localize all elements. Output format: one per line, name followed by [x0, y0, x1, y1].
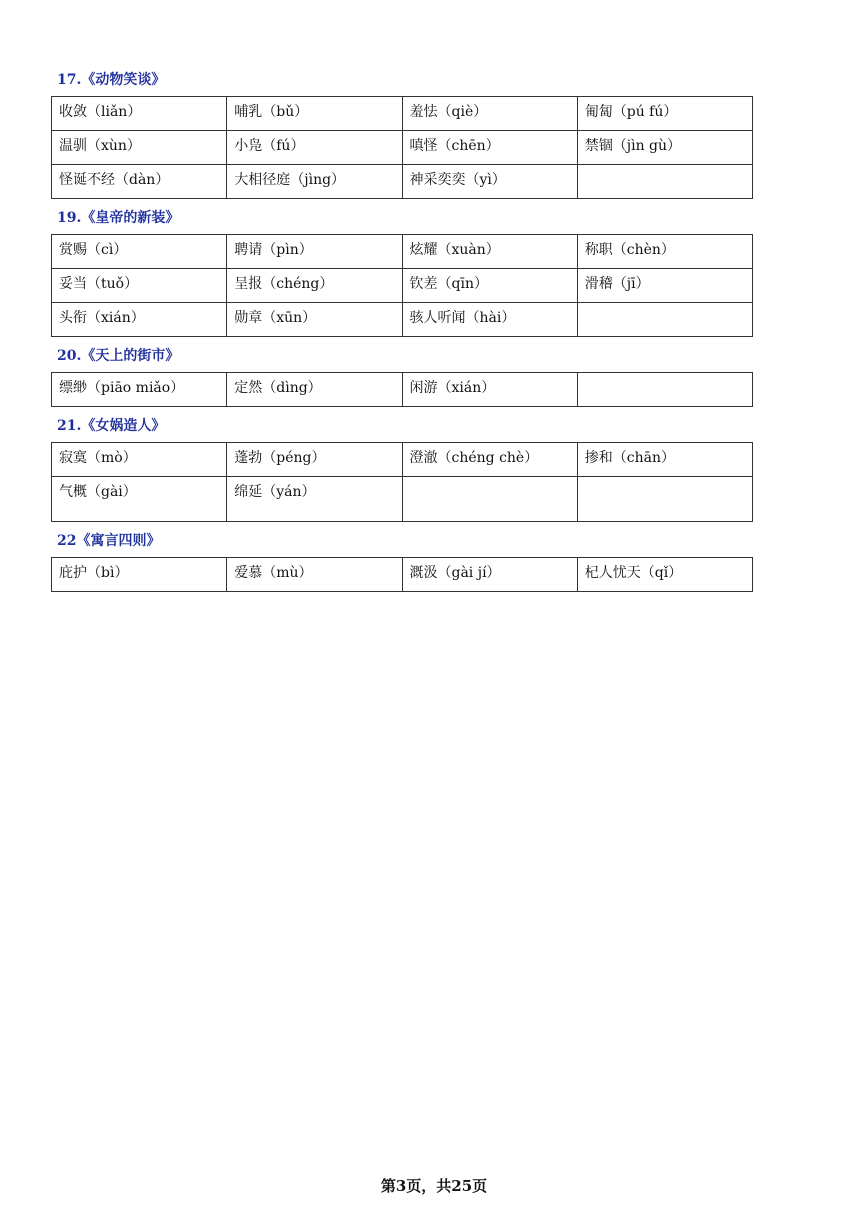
vocab-table — [51, 372, 753, 407]
section-title: 20.《天上的街市》 — [57, 348, 180, 364]
vocab-table — [51, 442, 753, 522]
table-row — [52, 443, 753, 477]
vocab-cell: 滑稽（jī） — [577, 269, 752, 303]
vocab-table — [51, 96, 753, 199]
vocab-cell: 钦差（qīn） — [402, 269, 577, 303]
table-row — [52, 269, 753, 303]
vocab-table — [51, 557, 753, 592]
section-title: 19.《皇帝的新装》 — [57, 210, 180, 226]
table-row — [52, 303, 753, 337]
vocab-cell: 嗔怪（chēn） — [402, 131, 577, 165]
vocab-cell: 炫耀（xuàn） — [402, 235, 577, 269]
table-row — [52, 131, 753, 165]
section-title: 17.《动物笑谈》 — [57, 72, 166, 88]
vocab-cell: 杞人忧天（qǐ） — [577, 558, 752, 592]
vocab-cell: 小凫（fú） — [227, 131, 402, 165]
vocab-cell: 称职（chèn） — [577, 235, 752, 269]
vocab-cell — [577, 303, 752, 337]
vocab-cell — [402, 477, 577, 522]
vocab-cell: 气概（gài） — [52, 477, 227, 522]
table-row — [52, 165, 753, 199]
vocab-cell: 澄澈（chéng chè） — [402, 443, 577, 477]
table-row — [52, 235, 753, 269]
vocab-content — [51, 68, 753, 592]
vocab-cell: 头衔（xián） — [52, 303, 227, 337]
vocab-cell: 温驯（xùn） — [52, 131, 227, 165]
vocab-cell: 神采奕奕（yì） — [402, 165, 577, 199]
vocab-cell: 闲游（xián） — [402, 373, 577, 407]
table-row — [52, 373, 753, 407]
vocab-cell: 聘请（pìn） — [227, 235, 402, 269]
vocab-cell: 怪诞不经（dàn） — [52, 165, 227, 199]
vocab-cell: 匍匐（pú fú） — [577, 97, 752, 131]
vocab-cell: 掺和（chān） — [577, 443, 752, 477]
vocab-cell: 赏赐（cì） — [52, 235, 227, 269]
section-title: 21.《女娲造人》 — [57, 418, 166, 434]
table-row — [52, 477, 753, 522]
table-row — [52, 97, 753, 131]
table-row — [52, 558, 753, 592]
vocab-cell: 溉汲（gài jí） — [402, 558, 577, 592]
vocab-cell: 定然（dìng） — [227, 373, 402, 407]
vocab-cell: 呈报（chéng） — [227, 269, 402, 303]
section-title: 22《寓言四则》 — [57, 533, 161, 549]
vocab-cell: 缥缈（piāo miǎo） — [52, 373, 227, 407]
vocab-cell — [577, 165, 752, 199]
vocab-cell — [577, 477, 752, 522]
vocab-cell: 寂寞（mò） — [52, 443, 227, 477]
vocab-cell: 禁锢（jìn gù） — [577, 131, 752, 165]
vocab-table — [51, 234, 753, 337]
vocab-cell: 蓬勃（péng） — [227, 443, 402, 477]
vocab-cell: 大相径庭（jìng） — [227, 165, 402, 199]
vocab-cell: 收敛（liǎn） — [52, 97, 227, 131]
vocab-cell: 哺乳（bǔ） — [227, 97, 402, 131]
page-number: 第3页，共25页 — [380, 1177, 488, 1195]
vocab-cell: 羞怯（qiè） — [402, 97, 577, 131]
vocab-cell: 妥当（tuǒ） — [52, 269, 227, 303]
vocab-cell — [577, 373, 752, 407]
vocab-cell: 庇护（bì） — [52, 558, 227, 592]
vocab-cell: 绵延（yán） — [227, 477, 402, 522]
vocab-cell: 勋章（xūn） — [227, 303, 402, 337]
vocab-cell: 骇人听闻（hài） — [402, 303, 577, 337]
vocab-cell: 爱慕（mù） — [227, 558, 402, 592]
